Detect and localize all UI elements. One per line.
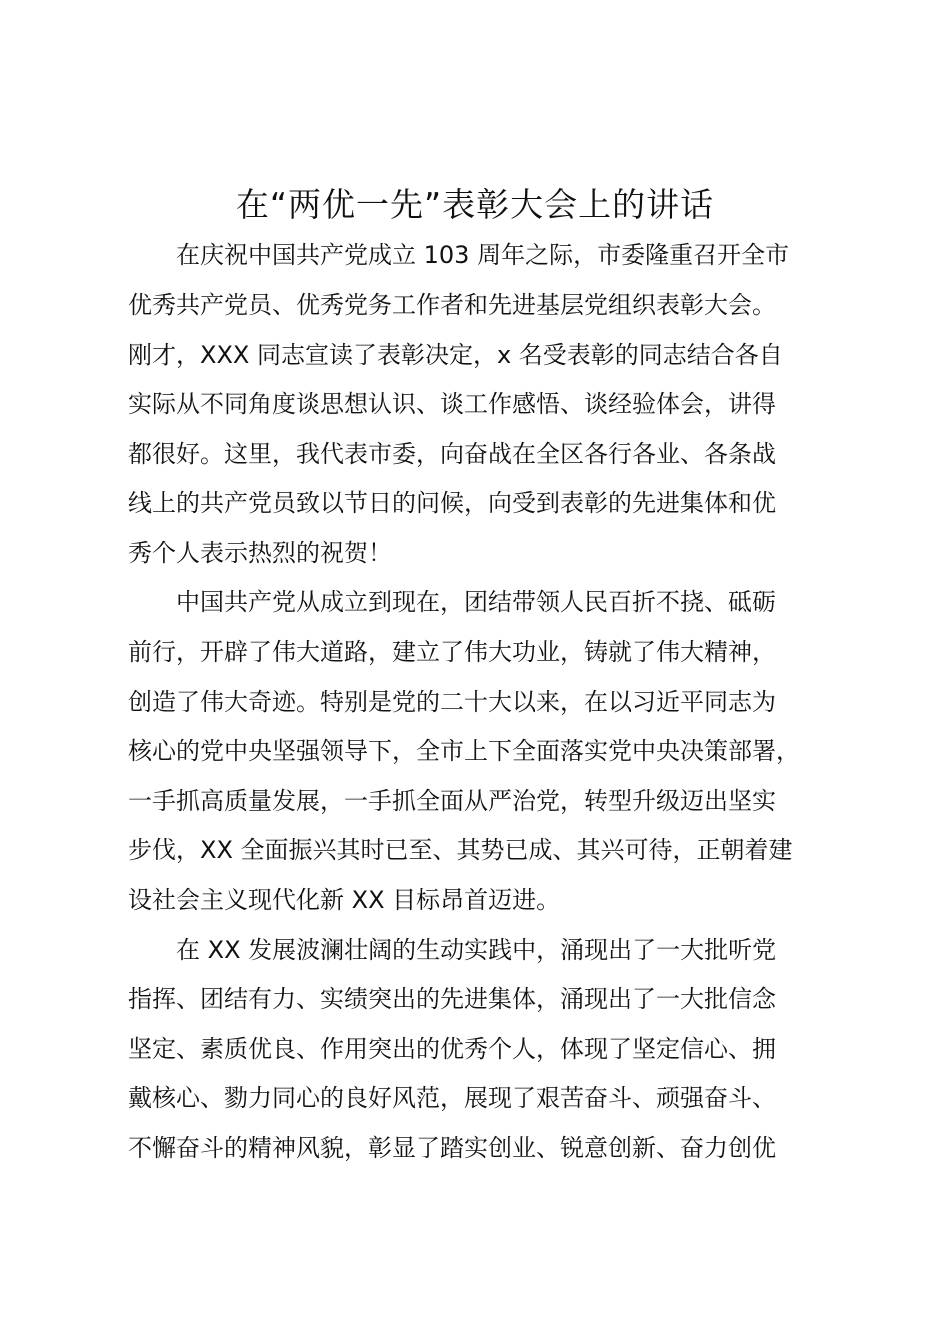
text-line: 指挥、团结有力、实绩突出的先进集体，涌现出了一大批信念	[128, 985, 776, 1013]
text-line: 秀个人表示热烈的祝贺！	[128, 539, 392, 567]
text-line: 线上的共产党员致以节日的问候，向受到表彰的先进集体和优	[128, 489, 776, 517]
text-line: 前行，开辟了伟大道路，建立了伟大功业，铸就了伟大精神，	[128, 638, 776, 666]
text-line: 坚定、素质优良、作用突出的优秀个人，体现了坚定信心、拥	[128, 1035, 776, 1063]
text-line: 戴核心、勠力同心的良好风范，展现了艰苦奋斗、顽强奋斗、	[128, 1084, 776, 1112]
text-line: 在庆祝中国共产党成立 103 周年之际，市委隆重召开全市	[176, 241, 790, 269]
text-line: 都很好。这里，我代表市委，向奋战在全区各行各业、各条战	[128, 440, 776, 468]
text-line: 中国共产党从成立到现在，团结带领人民百折不挠、砥砺	[176, 588, 776, 616]
text-line: 步伐，XX 全面振兴其时已至、其势已成、其兴可待，正朝着建	[128, 836, 793, 864]
text-line: 刚才，XXX 同志宣读了表彰决定，x 名受表彰的同志结合各自	[128, 341, 783, 369]
text-line: 优秀共产党员、优秀党务工作者和先进基层党组织表彰大会。	[128, 291, 776, 319]
text-line: 不懈奋斗的精神风貌，彰显了踏实创业、锐意创新、奋力创优	[128, 1134, 776, 1162]
document-title: 在“两优一先”表彰大会上的讲话	[235, 185, 715, 224]
text-line: 设社会主义现代化新 XX 目标昂首迈进。	[128, 886, 561, 914]
text-line: 实际从不同角度谈思想认识、谈工作感悟、谈经验体会，讲得	[128, 390, 776, 418]
text-line: 核心的党中央坚强领导下，全市上下全面落实党中央决策部署，	[128, 737, 800, 765]
text-line: 创造了伟大奇迹。特别是党的二十大以来，在以习近平同志为	[128, 688, 776, 716]
text-line: 一手抓高质量发展，一手抓全面从严治党，转型升级迈出坚实	[128, 787, 776, 815]
text-line: 在 XX 发展波澜壮阔的生动实践中，涌现出了一大批听党	[176, 936, 777, 964]
